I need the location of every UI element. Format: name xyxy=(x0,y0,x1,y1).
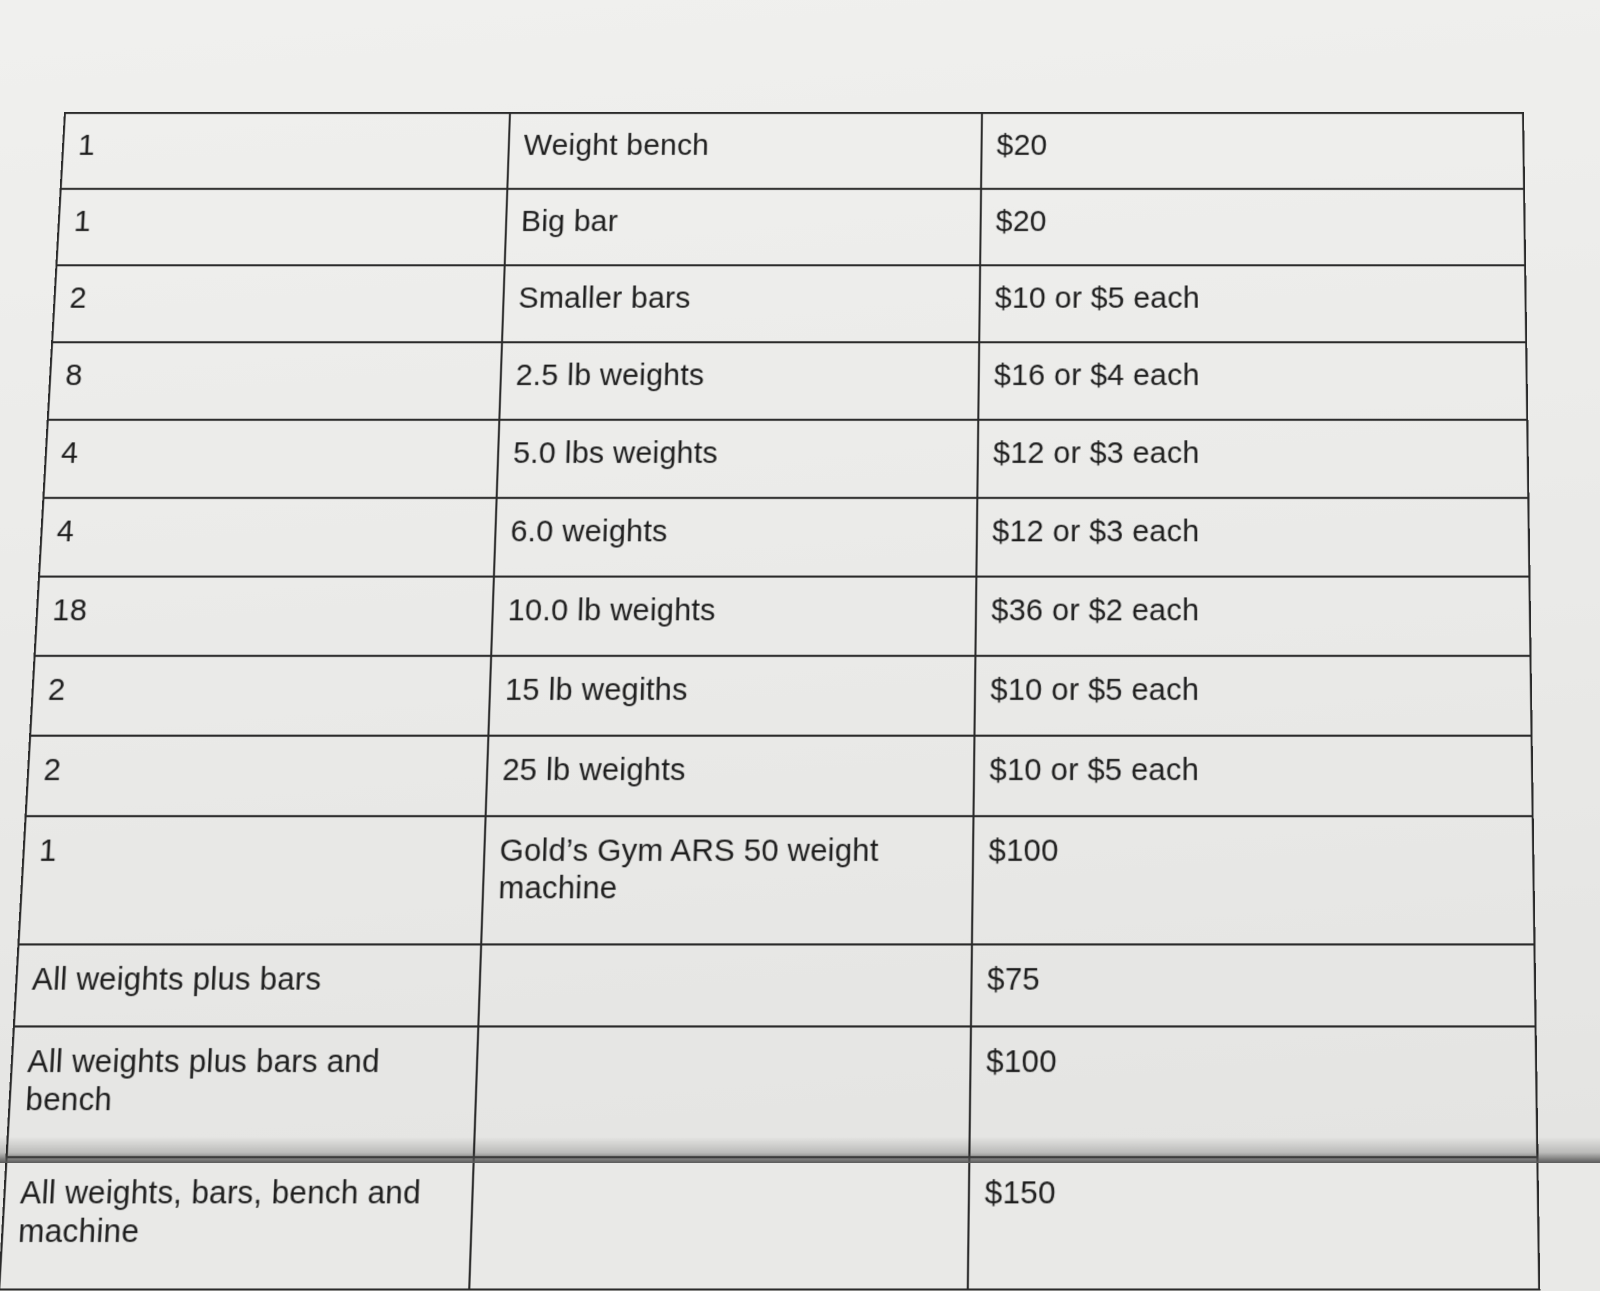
item-cell xyxy=(478,944,972,1026)
price-cell: $12 or $3 each xyxy=(977,420,1528,498)
price-cell: $75 xyxy=(971,944,1536,1026)
table-row xyxy=(61,113,1524,189)
quantity-cell: 8 xyxy=(48,342,502,420)
quantity-cell: 4 xyxy=(43,420,499,498)
table-row xyxy=(18,816,1534,944)
quantity-cell: 18 xyxy=(35,577,494,656)
desk-edge-shadow xyxy=(0,1137,1600,1163)
table-row xyxy=(43,420,1528,498)
table-row xyxy=(30,656,1531,736)
price-cell: $20 xyxy=(980,189,1525,265)
price-cell: $16 or $4 each xyxy=(978,342,1527,420)
price-cell: $10 or $5 each xyxy=(979,265,1526,342)
table-row xyxy=(35,577,1531,656)
item-cell: Smaller bars xyxy=(502,265,981,342)
price-cell: $150 xyxy=(968,1157,1539,1289)
price-table-container xyxy=(9,112,1538,1250)
item-cell: Gold’s Gym ARS 50 weight machine xyxy=(481,816,974,944)
table-row xyxy=(0,1157,1539,1289)
table-row xyxy=(26,736,1533,816)
item-cell: 10.0 lb weights xyxy=(491,577,977,656)
item-cell: 6.0 weights xyxy=(494,498,978,577)
price-cell: $12 or $3 each xyxy=(976,498,1529,577)
item-cell: 2.5 lb weights xyxy=(499,342,979,420)
quantity-cell: 1 xyxy=(56,189,507,265)
bundle-cell: All weights, bars, bench and machine xyxy=(0,1157,473,1289)
price-table xyxy=(0,112,1540,1291)
price-cell: $100 xyxy=(969,1026,1537,1157)
bundle-cell: All weights plus bars xyxy=(14,944,481,1026)
bundle-cell: All weights plus bars and bench xyxy=(7,1026,478,1157)
quantity-cell: 2 xyxy=(26,736,488,816)
table-row xyxy=(52,265,1526,342)
price-cell: $10 or $5 each xyxy=(974,736,1533,816)
item-cell: 5.0 lbs weights xyxy=(496,420,978,498)
item-cell: Weight bench xyxy=(507,113,982,189)
table-row xyxy=(48,342,1527,420)
item-cell: 15 lb wegiths xyxy=(488,656,975,736)
price-cell: $20 xyxy=(981,113,1524,189)
price-cell: $100 xyxy=(972,816,1534,944)
table-row xyxy=(14,944,1536,1026)
quantity-cell: 2 xyxy=(30,656,491,736)
quantity-cell: 1 xyxy=(61,113,510,189)
price-cell: $10 or $5 each xyxy=(975,656,1532,736)
item-cell: 25 lb weights xyxy=(485,736,974,816)
quantity-cell: 4 xyxy=(39,498,496,577)
table-row xyxy=(56,189,1525,265)
quantity-cell: 1 xyxy=(18,816,485,944)
item-cell xyxy=(469,1157,970,1289)
table-row xyxy=(39,498,1529,577)
quantity-cell: 2 xyxy=(52,265,504,342)
price-cell: $36 or $2 each xyxy=(976,577,1531,656)
item-cell: Big bar xyxy=(504,189,981,265)
